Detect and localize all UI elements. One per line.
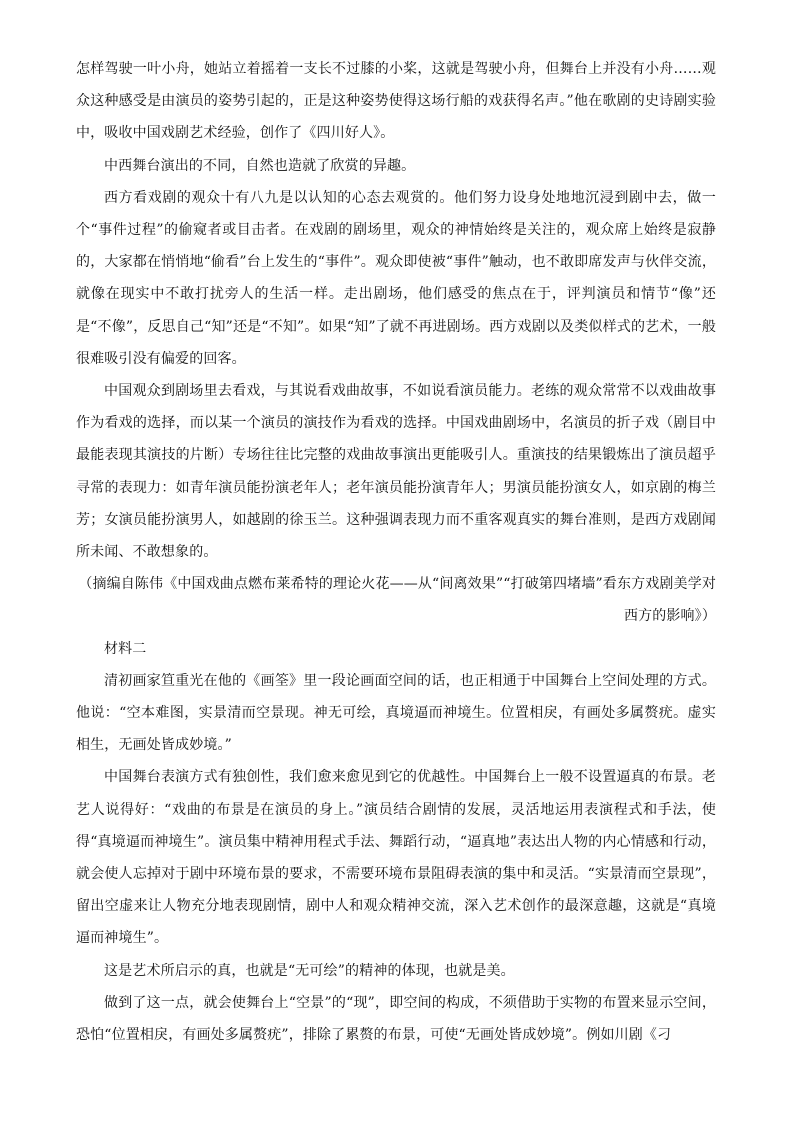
paragraph-continued: 怎样驾驶一叶小舟，她站立着摇着一支长不过膝的小桨，这就是驾驶小舟，但舞台上并没有小舟……观众这种感受是由演员的姿势引起的，正是这种姿势使得这场行船的戏获得名声。”他在歌剧的史诗剧实验中，吸收中国戏剧艺术经验，创作了《四川好人》。 xyxy=(76,61,716,142)
paragraph: 中西舞台演出的不同，自然也造就了欣赏的异趣。 xyxy=(104,157,416,174)
material-heading: 材料二 xyxy=(104,640,147,657)
paragraph-truncated: 做到了这一点，就会使舞台上“空景”的“现”，即空间的构成，不须借助于实物的布置来显示空间，恐怕“位置相戾，有画处多属赘疣”，排除了累赘的布景，可使“无画处皆成妙境”。例如川剧《刁 xyxy=(76,994,716,1044)
paragraph: 中国观众到剧场里去看戏，与其说看戏曲故事，不如说看演员能力。老练的观众常常不以戏曲故事作为看戏的选择，而以某一个演员的演技作为看戏的选择。中国戏曲剧场中，名演员的折子戏（剧目中最能表现其演技的片断）专场往往比完整的戏曲故事演出更能吸引人。重演技的结果锻炼出了演员超乎寻常的表现力：如青年演员能扮演老年人；老年演员能扮演青年人；男演员能扮演女人，如京剧的梅兰芳；女演员能扮演男人，如越剧的徐玉兰。这种强调表现力而不重客观真实的舞台准则，是西方戏剧闻所未闻、不敢想象的。 xyxy=(76,383,716,561)
paragraph: 这是艺术所启示的真，也就是“无可绘”的精神的体现，也就是美。 xyxy=(104,962,515,979)
source-citation: （摘编自陈伟《中国戏曲点燃布莱希特的理论火花——从“间离效果”“打破第四堵墙”看东方戏剧美学对西方的影响》） xyxy=(78,576,716,625)
paragraph: 西方看戏剧的观众十有八九是以认知的心态去观赏的。他们努力设身处地地沉浸到剧中去，做一个“事件过程”的偷窥者或目击者。在戏剧的剧场里，观众的神情始终是关注的，观众席上始终是寂静的，大家都在悄悄地“偷看”台上发生的“事件”。观众即使被“事件”触动，也不敢即席发声与伙伴交流，就像在现实中不敢打扰旁人的生活一样。走出剧场，他们感受的焦点在于，评判演员和情节“像”还是“不像”，反思自己“知”还是“不知”。如果“知”了就不再进剧场。西方戏剧以及类似样式的艺术，一般很难吸引没有偏爱的回客。 xyxy=(76,189,716,367)
paragraph: 中国舞台表演方式有独创性，我们愈来愈见到它的优越性。中国舞台上一般不设置逼真的布景。老艺人说得好：“戏曲的布景是在演员的身上。”演员结合剧情的发展，灵活地运用表演程式和手法，使得“真境逼而神境生”。演员集中精神用程式手法、舞蹈行动，“逼真地”表达出人物的内心情感和行动，就会使人忘掉对于剧中环境布景的要求，不需要环境布景阻碍表演的集中和灵活。“实景清而空景现”，留出空虚来让人物充分地表现剧情，剧中人和观众精神交流，深入艺术创作的最深意趣，这就是“真境逼而神境生”。 xyxy=(76,769,716,947)
paragraph: 清初画家笪重光在他的《画筌》里一段论画面空间的话，也正相通于中国舞台上空间处理的方式。他说：“空本难图，实景清而空景现。神无可绘，真境逼而神境生。位置相戾，有画处多属赘疣。虚实相生，无画处皆成妙境。” xyxy=(76,672,716,754)
article-body xyxy=(76,53,716,1051)
